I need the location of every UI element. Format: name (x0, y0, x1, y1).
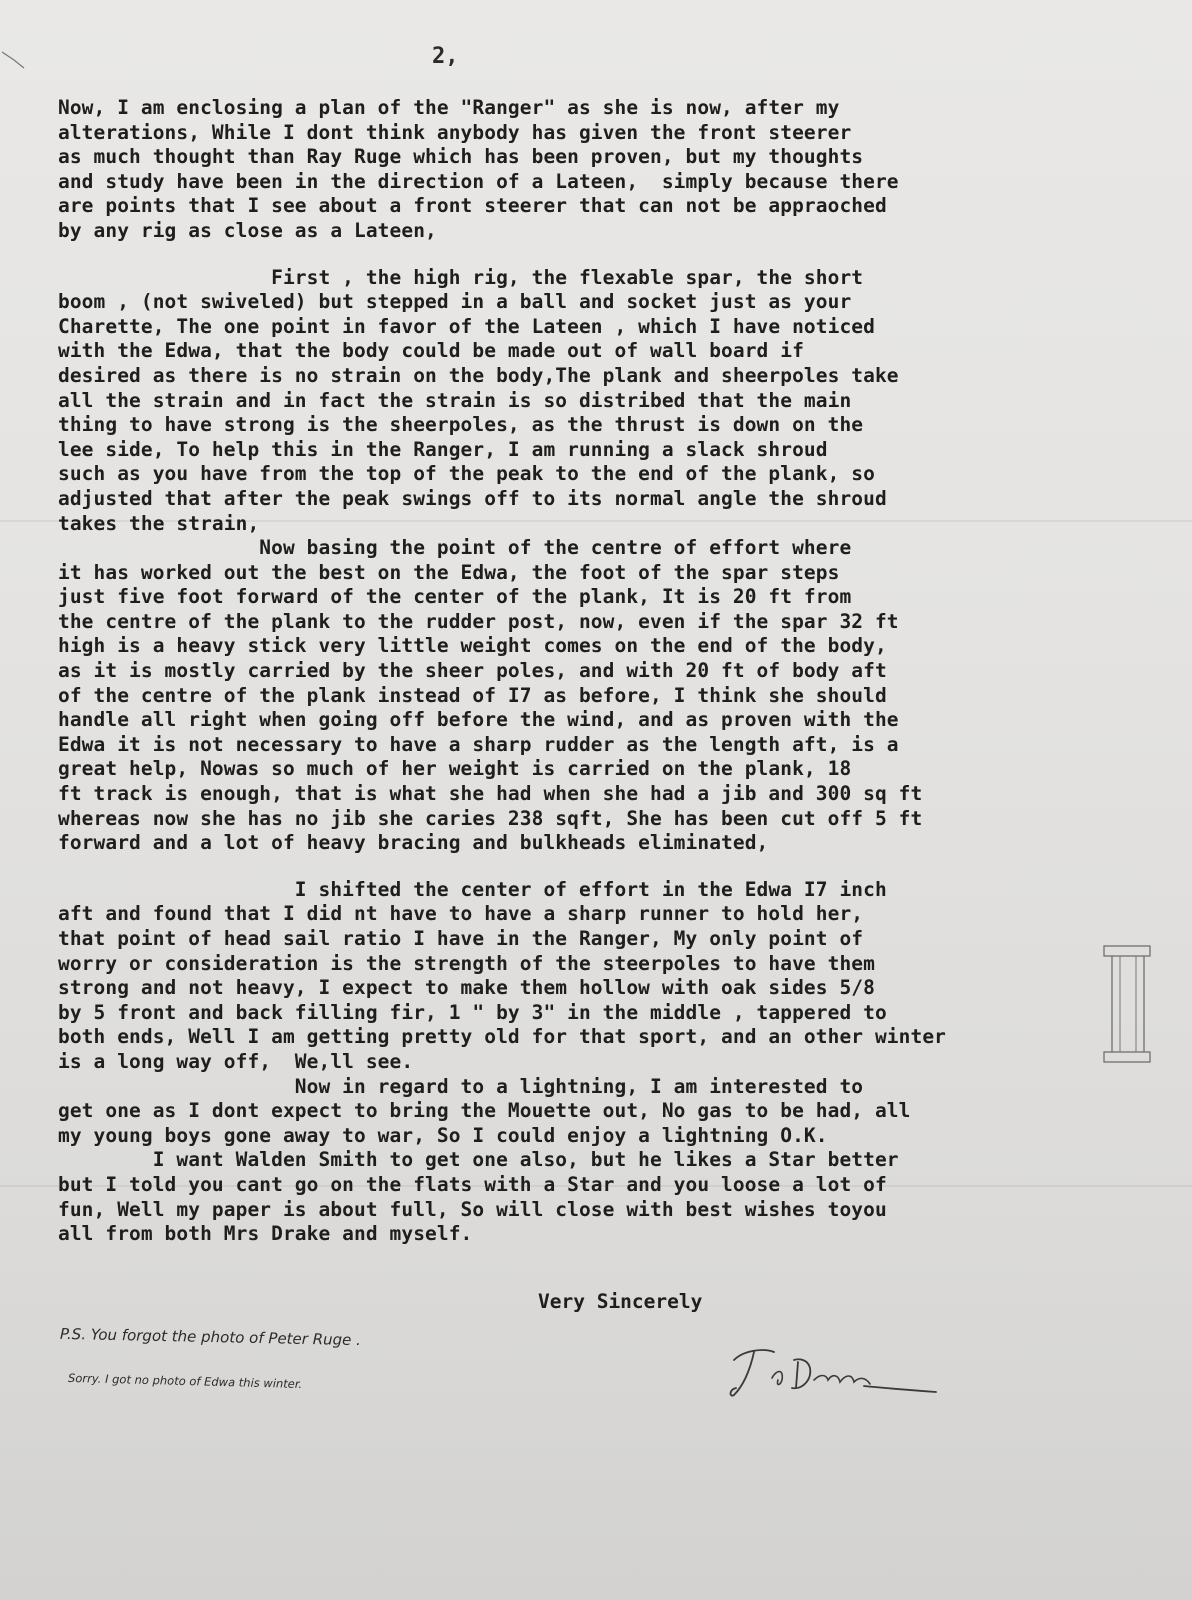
text-line: fun, Well my paper is about full, So will close with best wishes toyou (58, 1197, 887, 1221)
text-line: just five foot forward of the center of the plank, It is 20 ft from (58, 585, 852, 609)
text-line: and study have been in the direction of a Lateen, simply because there (58, 169, 899, 193)
text-line: worry or consideration is the strength of the steerpoles to have them (58, 951, 875, 975)
text-line: the centre of the plank to the rudder post, now, even if the spar 32 ft (58, 609, 899, 633)
text-line: such as you have from the top of the peak to the end of the plank, so (58, 462, 875, 486)
text-line: by any rig as close as a Lateen, (58, 218, 437, 242)
text-line: are points that I see about a front steerer that can not be appraoched (58, 194, 887, 218)
text-line: forward and a lot of heavy bracing and bulkheads eliminated, (58, 831, 769, 855)
text-line: boom , (not swiveled) but stepped in a ball and socket just as your (58, 290, 852, 314)
text-line: adjusted that after the peak swings off to its normal angle the shroud (58, 486, 887, 510)
steerpole-sketch (1098, 940, 1156, 1070)
text-line: First , the high rig, the flexable spar, the short (58, 265, 864, 289)
text-line: Edwa it is not necessary to have a sharp rudder as the length aft, is a (58, 732, 899, 756)
text-line: great help, Nowas so much of her weight is carried on the plank, 18 (58, 757, 852, 781)
text-line: get one as I dont expect to bring the Mouette out, No gas to be had, all (58, 1099, 911, 1123)
text-line: strong and not heavy, I expect to make them hollow with oak sides 5/8 (58, 976, 875, 1000)
text-line: both ends, Well I am getting pretty old for that sport, and an other winter (58, 1025, 946, 1049)
text-line: desired as there is no strain on the body,The plank and sheerpoles take (58, 363, 899, 387)
text-line: high is a heavy stick very little weight comes on the end of the body, (58, 634, 887, 658)
text-line: as much thought than Ray Ruge which has been proven, but my thoughts (58, 145, 864, 169)
text-line: aft and found that I did nt have to have a sharp runner to hold her, (58, 902, 864, 926)
paragraph-spacer (58, 244, 1148, 266)
paragraph-lightning (58, 1075, 1148, 1247)
text-line: Now, I am enclosing a plan of the "Ranger" as she is now, after my (58, 96, 840, 119)
letter-body (58, 96, 1148, 1247)
paragraph-spacer (58, 856, 1148, 878)
text-line: thing to have strong is the sheerpoles, as the thrust is down on the (58, 413, 864, 437)
text-line: but I told you cant go on the flats with a Star and you loose a lot of (58, 1172, 887, 1196)
text-line: handle all right when going off before the wind, and as proven with the (58, 708, 899, 732)
corner-pencil-mark (0, 48, 28, 70)
text-line: that point of head sail ratio I have in the Ranger, My only point of (58, 927, 864, 950)
text-line: alterations, While I dont think anybody has given the front steerer (58, 120, 852, 144)
text-line: Now basing the point of the centre of effort where (58, 536, 852, 560)
paragraph-ranger-plan (58, 96, 1148, 244)
text-line: I want Walden Smith to get one also, but he likes a Star better (58, 1148, 899, 1172)
text-line: all from both Mrs Drake and myself. (58, 1222, 473, 1246)
postscript-line: P.S. You forgot the photo of Peter Ruge . (59, 1324, 362, 1350)
text-line: lee side, To help this in the Ranger, I am running a slack shroud (58, 437, 828, 461)
text-line: takes the strain, (58, 511, 260, 535)
text-line: by 5 front and back filling fir, 1 " by 3" in the middle , tappered to (58, 1000, 887, 1024)
text-line: Now in regard to a lightning, I am interested to (58, 1074, 864, 1098)
text-line: of the centre of the plank instead of I7 as before, I think she should (58, 683, 887, 707)
paragraph-steerpoles (58, 878, 1148, 1075)
text-line: whereas now she has no jib she caries 238 sqft, She has been cut off 5 ft (58, 806, 923, 830)
closing-salutation: Very Sincerely (538, 1290, 703, 1313)
text-line: is a long way off, We,ll see. (58, 1049, 414, 1073)
text-line: Charette, The one point in favor of the Lateen , which I have noticed (58, 314, 875, 338)
text-line: with the Edwa, that the body could be made out of wall board if (58, 339, 804, 363)
text-line: as it is mostly carried by the sheer poles, and with 20 ft of body aft (58, 659, 887, 683)
postscript-line: Sorry. I got no photo of Edwa this winter. (67, 1370, 303, 1392)
handwritten-signature (724, 1340, 944, 1410)
paragraph-centre-of-effort (58, 536, 1148, 856)
text-line: my young boys gone away to war, So I could enjoy a lightning O.K. (58, 1123, 828, 1147)
text-line: all the strain and in fact the strain is so distribed that the main (58, 388, 852, 412)
page-number: 2, (432, 44, 459, 69)
text-line: ft track is enough, that is what she had when she had a jib and 300 sq ft (58, 782, 923, 806)
text-line: I shifted the center of effort in the Edwa I7 inch (58, 877, 887, 901)
text-line: it has worked out the best on the Edwa, the foot of the spar steps (58, 560, 840, 584)
paragraph-high-rig (58, 266, 1148, 537)
